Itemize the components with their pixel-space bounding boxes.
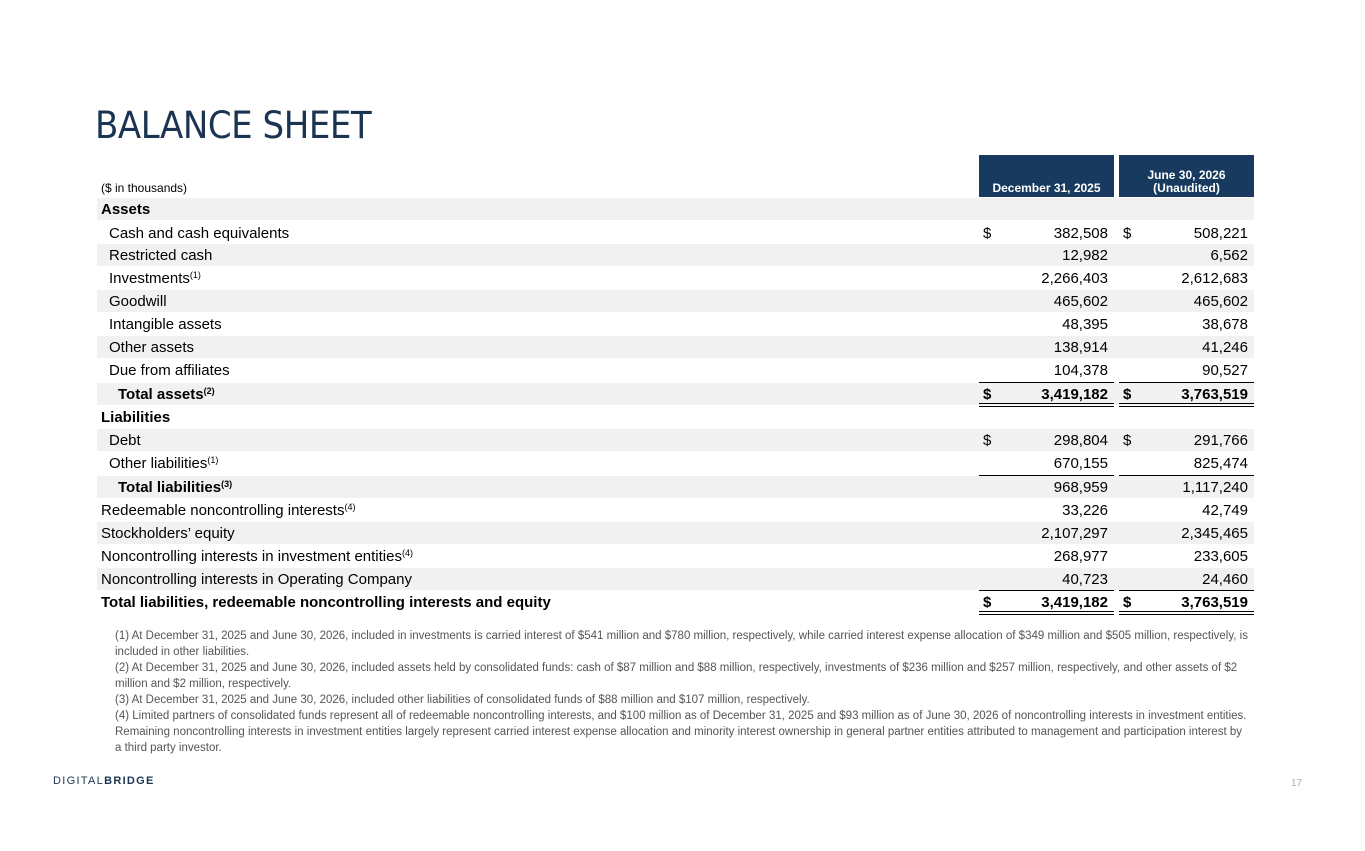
total-double-rule (1119, 611, 1254, 615)
units-label: ($ in thousands) (101, 181, 188, 195)
dollar-sign: $ (1123, 594, 1132, 611)
value-dec-2025: 298,804 (1053, 432, 1108, 449)
footnote-ref: (3) (221, 479, 233, 489)
row-label-text: Investments (109, 270, 190, 287)
value-dec-2025: 670,155 (1053, 455, 1108, 472)
value-dec-2025: 104,378 (1053, 362, 1108, 379)
row-label: Goodwill (109, 293, 167, 310)
dollar-sign: $ (983, 386, 992, 403)
row-label (109, 455, 218, 472)
section-assets-label: Assets (101, 201, 151, 218)
row-label (118, 479, 232, 496)
value-dec-2025: 3,419,182 (1041, 594, 1108, 611)
row-label: Other assets (109, 339, 195, 356)
dollar-sign: $ (1123, 225, 1132, 242)
value-jun-2026: 233,605 (1193, 548, 1248, 565)
dollar-sign: $ (1123, 386, 1132, 403)
value-jun-2026: 465,602 (1193, 293, 1248, 310)
column-header-jun-2026-note: (Unaudited) (1153, 181, 1220, 195)
value-dec-2025: 138,914 (1053, 339, 1108, 356)
row-total-assets (97, 383, 1254, 405)
footnote-4: (4) Limited partners of consolidated funds represent all of redeemable noncontrolling interests, and $100 million as of December 31, 2025 and $93 million as of June 30, 2026 of noncontrolling interests in investment entities. Remaining noncontrolling interests in investment entities largely represent carried interest expense allocation and minority interest ownership in general partner entities attributed to management and participation interest by a third party investor. (115, 710, 1247, 754)
row-cash (97, 222, 1254, 244)
footnote-ref: (2) (203, 386, 215, 396)
row-total-liabilities-and-equity (97, 591, 1254, 613)
value-jun-2026: 38,678 (1202, 316, 1248, 333)
value-dec-2025: 2,107,297 (1041, 525, 1108, 542)
row-label-text: Other liabilities (109, 455, 208, 472)
row-other-assets (97, 336, 1254, 358)
value-dec-2025: 40,723 (1062, 571, 1108, 588)
row-label-text: Noncontrolling interests in investment entities (101, 548, 402, 565)
row-nci-investment-entities (97, 545, 1254, 567)
column-header-jun-2026 (1119, 155, 1254, 197)
logo-part-digital: DIGITAL (53, 775, 105, 787)
logo-part-bridge: BRIDGE (104, 775, 155, 787)
value-jun-2026: 2,345,465 (1181, 525, 1248, 542)
footnotes (115, 628, 1250, 756)
value-jun-2026: 3,763,519 (1181, 594, 1248, 611)
value-dec-2025: 968,959 (1053, 479, 1108, 496)
value-dec-2025: 2,266,403 (1041, 270, 1108, 287)
row-label-text: Redeemable noncontrolling interests (101, 502, 345, 519)
footnote-3: (3) At December 31, 2025 and June 30, 2026, included other liabilities of consolidated funds of $88 million and $107 million, respectively. (115, 694, 810, 706)
row-label: Noncontrolling interests in Operating Company (101, 571, 412, 588)
value-jun-2026: 3,763,519 (1181, 386, 1248, 403)
row-label: Intangible assets (109, 316, 222, 333)
value-jun-2026: 6,562 (1210, 247, 1248, 264)
dollar-sign: $ (983, 594, 992, 611)
column-header-jun-2026-date: June 30, 2026 (1147, 168, 1226, 182)
row-label: Debt (109, 432, 141, 449)
row-debt (97, 429, 1254, 451)
footnote-ref: (4) (344, 502, 356, 512)
row-stockholders-equity (97, 522, 1254, 544)
dollar-sign: $ (983, 432, 992, 449)
value-dec-2025: 268,977 (1053, 548, 1108, 565)
row-label: Total liabilities, redeemable noncontrolling interests and equity (101, 594, 551, 611)
value-dec-2025: 12,982 (1062, 247, 1108, 264)
value-jun-2026: 825,474 (1193, 455, 1248, 472)
footnote-ref: (1) (189, 270, 201, 280)
row-label (109, 270, 201, 287)
total-double-rule (979, 611, 1114, 615)
column-header-dec-2025 (979, 155, 1114, 197)
page-number: 17 (1291, 778, 1303, 789)
row-label: Due from affiliates (109, 362, 230, 379)
row-total-liabilities (97, 476, 1254, 498)
row-redeemable-nci (97, 499, 1254, 521)
value-jun-2026: 1,117,240 (1182, 479, 1248, 496)
value-dec-2025: 48,395 (1062, 316, 1108, 333)
section-liabilities (97, 406, 1254, 428)
row-label (118, 386, 215, 403)
value-jun-2026: 41,246 (1202, 339, 1248, 356)
footnote-1: (1) At December 31, 2025 and June 30, 2026, included in investments is carried interest of $541 million and $780 million, respectively, while carried interest expense allocation of $349 million and $505 million, respectively, is included in other liabilities. (115, 630, 1248, 658)
footnote-2: (2) At December 31, 2025 and June 30, 2026, included assets held by consolidated funds: cash of $87 million and $88 million, respectively, investments of $236 million and $257 million, respectively, and other assets of $2 million and $2 million, respectively. (115, 662, 1238, 690)
row-label-text: Total assets (118, 386, 204, 403)
value-jun-2026: 2,612,683 (1181, 270, 1248, 287)
digitalbridge-logo (53, 775, 155, 787)
row-investments (97, 267, 1254, 289)
row-intangible-assets (97, 313, 1254, 335)
row-label: Stockholders’ equity (101, 525, 235, 542)
value-jun-2026: 42,749 (1202, 502, 1248, 519)
row-label (101, 548, 413, 565)
row-other-liabilities (97, 452, 1254, 474)
row-due-from-affiliates (97, 359, 1254, 381)
value-dec-2025: 465,602 (1053, 293, 1108, 310)
dollar-sign: $ (983, 225, 992, 242)
value-dec-2025: 3,419,182 (1041, 386, 1108, 403)
value-dec-2025: 382,508 (1053, 225, 1108, 242)
row-label-text: Total liabilities (118, 479, 222, 496)
value-jun-2026: 90,527 (1202, 362, 1248, 379)
footnote-ref: (4) (401, 548, 413, 558)
row-label: Restricted cash (109, 247, 213, 264)
page-title: BALANCE SHEET (95, 104, 372, 147)
column-header-dec-2025-label: December 31, 2025 (992, 181, 1101, 195)
value-jun-2026: 291,766 (1193, 432, 1248, 449)
section-liabilities-label: Liabilities (101, 409, 171, 426)
value-dec-2025: 33,226 (1062, 502, 1108, 519)
value-jun-2026: 508,221 (1193, 225, 1248, 242)
value-jun-2026: 24,460 (1202, 571, 1248, 588)
row-label (101, 502, 355, 519)
row-nci-operating-company (97, 568, 1254, 590)
footnote-ref: (1) (207, 455, 219, 465)
dollar-sign: $ (1123, 432, 1132, 449)
row-label: Cash and cash equivalents (109, 225, 290, 242)
section-assets (97, 198, 1254, 220)
row-restricted-cash (97, 244, 1254, 266)
row-goodwill (97, 290, 1254, 312)
